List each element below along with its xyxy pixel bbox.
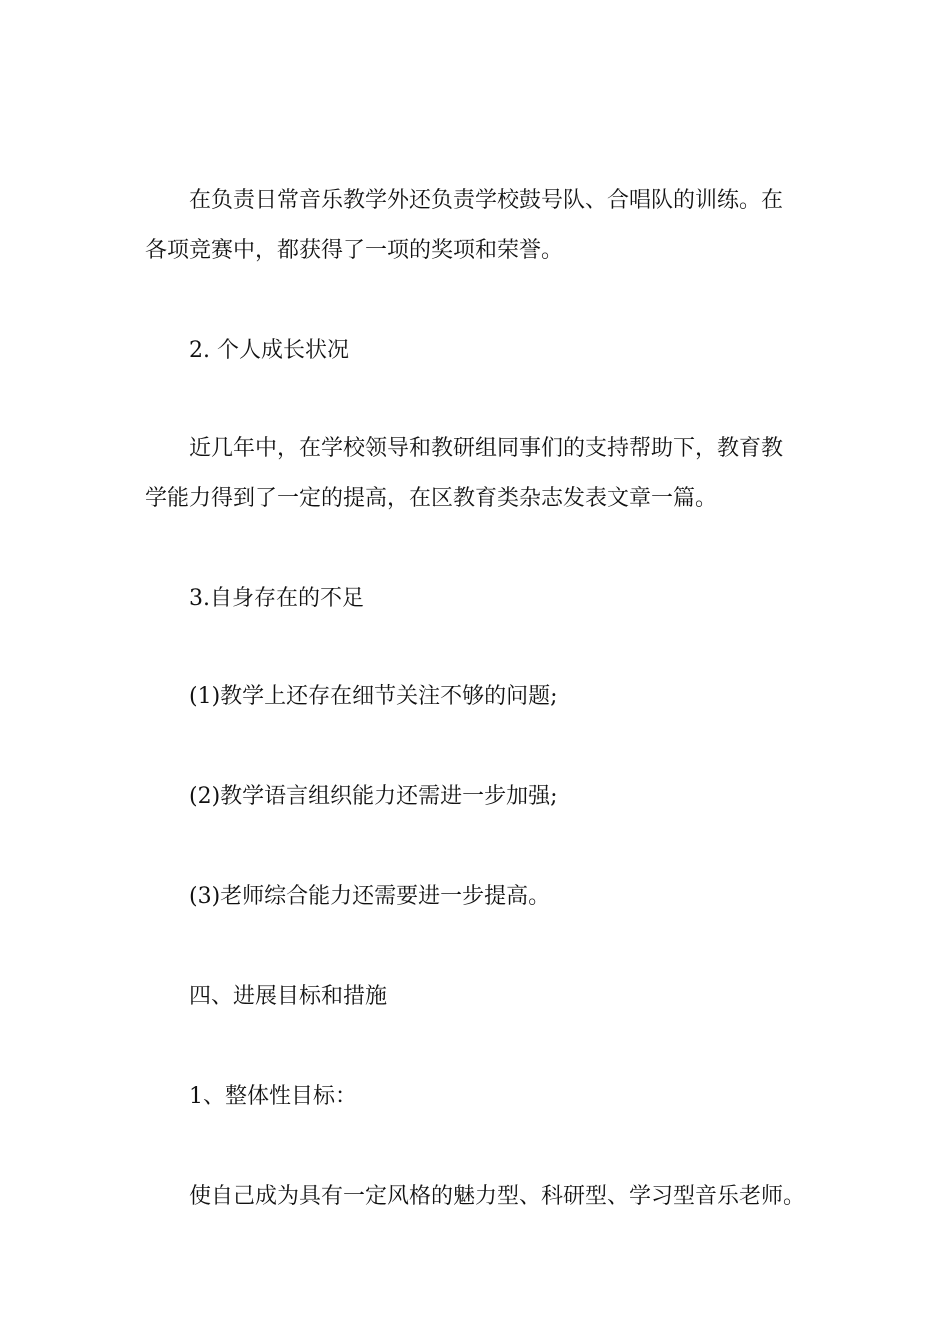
heading-text: 四、进展目标和措施 <box>189 984 388 1009</box>
list-item-shortcoming-3 <box>145 872 810 922</box>
heading-text: 1、整体性目标： <box>189 1084 357 1109</box>
paragraph-line: 使自己成为具有一定风格的魅力型、科研型、学习型音乐老师。 <box>189 1184 806 1209</box>
subheading-overall-goal <box>145 1072 810 1122</box>
list-item-text: (2)教学语言组织能力还需进一步加强; <box>189 784 558 809</box>
section-heading-personal-growth <box>145 326 810 376</box>
heading-text: 2. 个人成长状况 <box>189 338 349 363</box>
paragraph-line: 近几年中，在学校领导和教研组同事们的支持帮助下，教育教 <box>189 436 784 461</box>
list-item-shortcoming-2 <box>145 772 810 822</box>
section-heading-goals <box>145 972 810 1022</box>
paragraph-line: 各项竞赛中，都获得了一项的奖项和荣誉。 <box>145 238 564 263</box>
paragraph-duties <box>145 176 810 276</box>
paragraph-overall-goal <box>145 1172 810 1222</box>
paragraph-line: 在负责日常音乐教学外还负责学校鼓号队、合唱队的训练。在 <box>189 188 784 213</box>
list-item-text: (3)老师综合能力还需要进一步提高。 <box>189 884 551 909</box>
section-heading-shortcomings <box>145 574 810 624</box>
paragraph-growth <box>145 424 810 524</box>
paragraph-line: 学能力得到了一定的提高，在区教育类杂志发表文章一篇。 <box>145 486 718 511</box>
list-item-text: (1)教学上还存在细节关注不够的问题; <box>189 684 558 709</box>
heading-text: 3.自身存在的不足 <box>189 586 364 611</box>
list-item-shortcoming-1 <box>145 672 810 722</box>
